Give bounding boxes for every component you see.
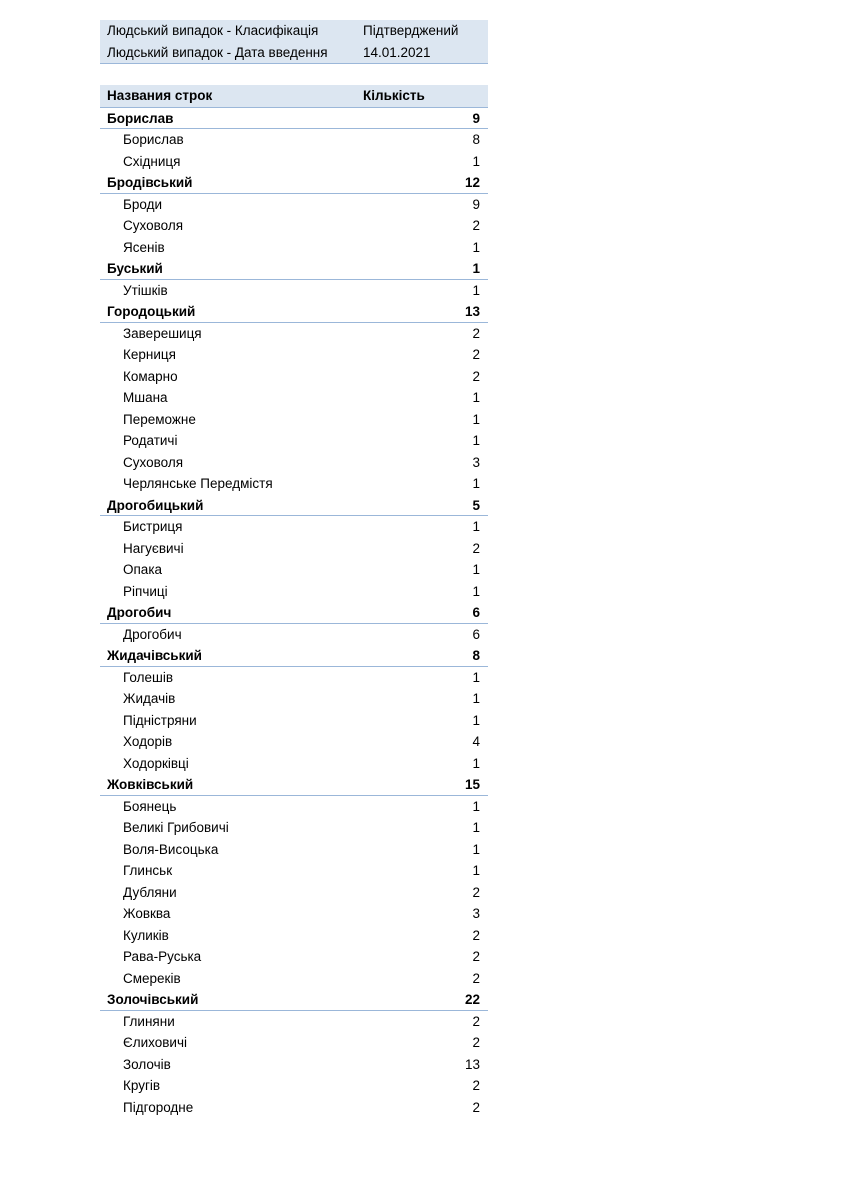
item-row [100, 473, 488, 495]
item-count: 2 [472, 347, 480, 362]
group-name: Дрогобич [107, 605, 172, 620]
item-count: 1 [472, 519, 480, 534]
item-name: Утішків [123, 282, 168, 298]
item-count: 1 [472, 691, 480, 706]
group-name: Борислав [107, 110, 174, 126]
item-name: Єлиховичі [123, 1035, 187, 1050]
item-count: 1 [472, 669, 480, 685]
group-total: 9 [472, 110, 480, 126]
item-name: Переможне [123, 411, 196, 427]
group-total: 6 [472, 605, 480, 620]
item-row [100, 839, 488, 861]
item-name: Родатичі [123, 433, 178, 448]
filter-row-date [100, 42, 488, 64]
group-total: 1 [472, 261, 480, 276]
item-row [100, 129, 488, 151]
item-row [100, 667, 488, 689]
item-name: Воля-Висоцька [123, 841, 219, 857]
item-row [100, 903, 488, 925]
filter-value: 14.01.2021 [363, 44, 431, 60]
group-row [100, 172, 488, 194]
item-name: Підгородне [123, 1099, 194, 1115]
item-count: 2 [472, 884, 480, 900]
item-name: Комарно [123, 368, 178, 384]
item-row [100, 323, 488, 345]
item-name: Смереків [123, 970, 181, 986]
item-count: 9 [472, 196, 480, 212]
group-row [100, 774, 488, 796]
item-row [100, 409, 488, 431]
item-row [100, 387, 488, 409]
item-row [100, 817, 488, 839]
item-name: Дрогобич [123, 626, 182, 642]
item-row [100, 710, 488, 732]
filter-label: Людський випадок - Дата введення [107, 44, 328, 60]
item-count: 2 [472, 949, 480, 964]
item-name: Ріпчиці [123, 583, 168, 599]
group-name: Бродівський [107, 175, 193, 190]
item-row [100, 796, 488, 818]
item-count: 3 [472, 906, 480, 921]
item-count: 1 [472, 476, 480, 491]
item-row [100, 344, 488, 366]
group-total: 12 [464, 175, 480, 190]
item-count: 1 [472, 282, 480, 298]
filter-value: Підтверджений [363, 23, 459, 38]
item-row [100, 882, 488, 904]
item-name: Рава-Руська [123, 949, 202, 964]
item-count: 2 [472, 1013, 480, 1029]
group-row [100, 495, 488, 517]
item-row [100, 151, 488, 173]
item-row [100, 1097, 488, 1119]
item-row [100, 516, 488, 538]
item-count: 1 [472, 411, 480, 427]
group-total: 22 [464, 992, 480, 1007]
group-row [100, 108, 488, 130]
item-count: 1 [472, 841, 480, 857]
item-row [100, 860, 488, 882]
item-count: 6 [472, 626, 480, 642]
item-count: 1 [472, 153, 480, 169]
item-name: Керниця [123, 347, 176, 362]
item-count: 2 [472, 325, 480, 341]
item-name: Боянець [123, 798, 177, 814]
item-name: Нагуєвичі [123, 540, 184, 556]
item-count: 1 [472, 863, 480, 878]
item-count: 8 [472, 132, 480, 147]
item-row [100, 538, 488, 560]
item-name: Дубляни [123, 884, 177, 900]
item-row [100, 280, 488, 302]
row-labels-header: Названия строк [107, 88, 213, 103]
group-name: Городоцький [107, 304, 196, 319]
item-name: Жовква [123, 906, 171, 921]
item-count: 1 [472, 583, 480, 599]
item-count: 1 [472, 433, 480, 448]
pivot-header [100, 85, 488, 108]
item-name: Мшана [123, 390, 168, 405]
item-row [100, 366, 488, 388]
item-count: 1 [472, 562, 480, 577]
group-row [100, 258, 488, 280]
item-count: 1 [472, 712, 480, 728]
item-row [100, 452, 488, 474]
group-name: Буський [107, 261, 163, 276]
item-name: Бистриця [123, 519, 183, 534]
group-name: Жидачівський [107, 648, 202, 663]
item-name: Підністряни [123, 712, 197, 728]
group-name: Жовківський [107, 777, 194, 792]
group-row [100, 301, 488, 323]
item-name: Куликів [123, 927, 169, 943]
item-row [100, 215, 488, 237]
filter-label: Людський випадок - Класифікація [107, 23, 319, 38]
group-row [100, 602, 488, 624]
item-name: Ходорківці [123, 755, 189, 771]
item-count: 1 [472, 390, 480, 405]
item-row [100, 1054, 488, 1076]
group-row [100, 989, 488, 1011]
item-count: 2 [472, 218, 480, 233]
item-count: 13 [464, 1056, 480, 1072]
item-name: Голешів [123, 669, 174, 685]
item-count: 3 [472, 454, 480, 470]
item-row [100, 1032, 488, 1054]
group-row [100, 645, 488, 667]
group-total: 13 [464, 304, 480, 319]
item-name: Броди [123, 196, 162, 212]
item-count: 2 [472, 1035, 480, 1050]
item-count: 2 [472, 927, 480, 943]
item-name: Жидачів [123, 691, 176, 706]
item-row [100, 688, 488, 710]
item-count: 1 [472, 798, 480, 814]
count-header: Кількість [363, 88, 425, 103]
group-total: 15 [464, 777, 480, 792]
item-row [100, 559, 488, 581]
item-name: Східниця [123, 153, 181, 169]
item-row [100, 624, 488, 646]
item-name: Заверешиця [123, 325, 202, 341]
item-name: Черлянське Передмістя [123, 476, 273, 491]
item-name: Суховоля [123, 218, 184, 233]
item-name: Кругів [123, 1078, 161, 1093]
item-row [100, 946, 488, 968]
item-row [100, 731, 488, 753]
group-name: Золочівський [107, 992, 199, 1007]
item-row [100, 753, 488, 775]
filter-area [100, 20, 488, 64]
item-count: 2 [472, 368, 480, 384]
item-count: 1 [472, 820, 480, 835]
item-name: Золочів [123, 1056, 171, 1072]
pivot-body [100, 108, 488, 1119]
pivot-table [100, 85, 488, 1118]
item-count: 2 [472, 970, 480, 986]
item-name: Борислав [123, 132, 184, 147]
group-total: 8 [472, 648, 480, 663]
item-count: 1 [472, 239, 480, 255]
item-name: Ходорів [123, 734, 173, 749]
item-row [100, 581, 488, 603]
item-name: Опака [123, 562, 163, 577]
item-name: Суховоля [123, 454, 184, 470]
group-name: Дрогобицький [107, 497, 204, 513]
item-row [100, 430, 488, 452]
item-count: 1 [472, 755, 480, 771]
item-row [100, 237, 488, 259]
filter-row-classification [100, 20, 488, 42]
item-count: 4 [472, 734, 480, 749]
item-row [100, 194, 488, 216]
item-row [100, 925, 488, 947]
item-row [100, 1075, 488, 1097]
item-name: Глинськ [123, 863, 173, 878]
item-row [100, 1011, 488, 1033]
item-name: Великі Грибовичі [123, 820, 229, 835]
item-row [100, 968, 488, 990]
item-count: 2 [472, 540, 480, 556]
group-total: 5 [472, 497, 480, 513]
item-count: 2 [472, 1078, 480, 1093]
item-name: Ясенів [123, 239, 165, 255]
item-count: 2 [472, 1099, 480, 1115]
item-name: Глиняни [123, 1013, 175, 1029]
